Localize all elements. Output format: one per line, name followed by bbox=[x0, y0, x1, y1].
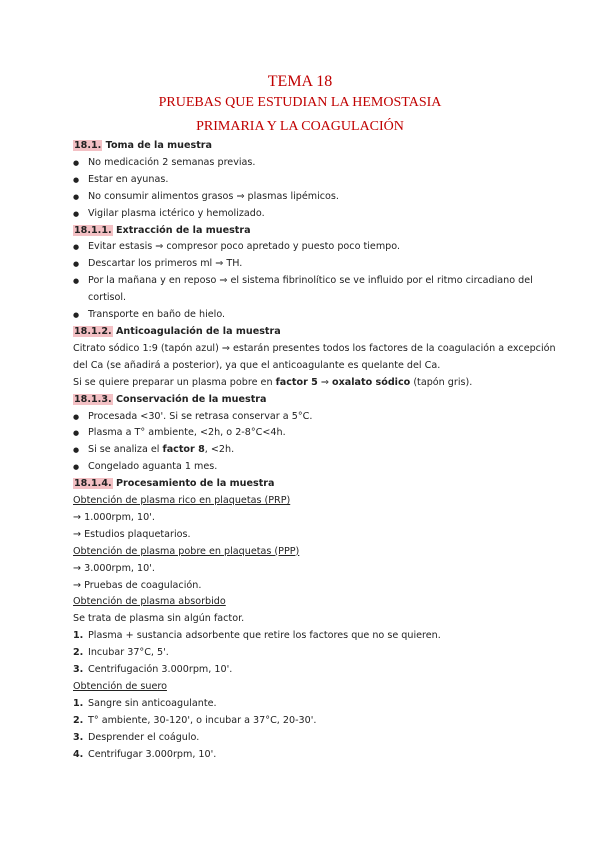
section-title: Procesamiento de la muestra bbox=[115, 478, 275, 490]
item-number: 3. bbox=[73, 731, 84, 743]
numbered-item bbox=[73, 628, 533, 645]
text-span: ⇒ bbox=[317, 376, 332, 388]
paragraph-line: del Ca (se añadirá a posterior), ya que el anticoagulante es quelante del Ca. bbox=[73, 359, 441, 371]
item-number: 2. bbox=[73, 714, 84, 726]
list-item: ● Congelado aguanta 1 mes. bbox=[73, 459, 533, 476]
subsection-title: Obtención de plasma pobre en plaquetas (PPP) bbox=[73, 545, 300, 557]
item-text: Incubar 37°C, 5'. bbox=[88, 647, 169, 659]
section-number: 18.1.1. bbox=[74, 224, 112, 236]
numbered-item bbox=[73, 747, 533, 764]
item-number: 1. bbox=[73, 630, 84, 642]
item-number: 2. bbox=[73, 647, 84, 659]
numbered-item bbox=[73, 730, 533, 747]
bold-text: factor 8 bbox=[162, 444, 205, 456]
item-text: Sangre sin anticoagulante. bbox=[88, 697, 217, 709]
list-item: ● Vigilar plasma ictérico y hemolizado. bbox=[73, 206, 533, 223]
section-number: 18.1.3. bbox=[74, 393, 112, 405]
page-title-line1: PRUEBAS QUE ESTUDIAN LA HEMOSTASIA bbox=[158, 95, 442, 110]
list-item: ● No medicación 2 semanas previas. bbox=[73, 155, 533, 172]
text-span: (tapón gris). bbox=[410, 376, 473, 388]
item-number: 1. bbox=[73, 697, 84, 709]
bold-text: factor 5 bbox=[275, 376, 318, 388]
subsection-title: Obtención de suero bbox=[73, 681, 167, 692]
list-item bbox=[73, 442, 533, 459]
section-title: Extracción de la muestra bbox=[115, 224, 251, 236]
section-heading bbox=[73, 392, 533, 409]
item-text: Centrifugar 3.000rpm, 10'. bbox=[88, 748, 217, 760]
subsection-title: Obtención de plasma rico en plaquetas (PRP) bbox=[73, 495, 291, 507]
bold-text: oxalato sódico bbox=[331, 376, 411, 388]
item-number: 4. bbox=[73, 748, 84, 760]
arrow-item: → Estudios plaquetarios. bbox=[73, 528, 191, 540]
numbered-item bbox=[73, 662, 533, 679]
list-item: ● Por la mañana y en reposo ⇒ el sistema fibrinolítico se ve influido por el ritmo circadiano del bbox=[73, 273, 533, 290]
list-item: ● Plasma a T° ambiente, <2h, o 2-8°C<4h. bbox=[73, 425, 533, 442]
item-text: T° ambiente, 30-120', o incubar a 37°C, 20-30'. bbox=[88, 714, 317, 726]
section-heading bbox=[73, 324, 533, 341]
list-item: ● Estar en ayunas. bbox=[73, 172, 533, 189]
paragraph-line bbox=[73, 375, 533, 392]
list-item: ● Procesada <30'. Si se retrasa conservar a 5°C. bbox=[73, 409, 533, 426]
paragraph-line: Citrato sódico 1:9 (tapón azul) ⇒ estarán presentes todos los factores de la coagulación a excepción bbox=[73, 342, 556, 354]
subsection-title: Obtención de plasma absorbido bbox=[73, 596, 226, 608]
section-number: 18.1. bbox=[74, 140, 102, 151]
list-item: ● Transporte en baño de hielo. bbox=[73, 307, 533, 324]
arrow-item: → Pruebas de coagulación. bbox=[73, 579, 202, 591]
numbered-item bbox=[73, 713, 533, 730]
list-item: ● Descartar los primeros ml ⇒ TH. bbox=[73, 256, 533, 273]
section-title: Conservación de la muestra bbox=[115, 393, 267, 405]
section-number: 18.1.4. bbox=[74, 478, 112, 490]
item-text: Desprender el coágulo. bbox=[88, 731, 200, 743]
section-title: Toma de la muestra bbox=[105, 140, 212, 151]
text-span: Si se analiza el bbox=[88, 444, 163, 456]
item-text: Centrifugación 3.000rpm, 10'. bbox=[88, 664, 233, 676]
list-item: ● Evitar estasis ⇒ compresor poco apretado y puesto poco tiempo. bbox=[73, 239, 533, 256]
item-text: Plasma + sustancia adsorbente que retire los factores que no se quieren. bbox=[88, 630, 441, 642]
numbered-item bbox=[73, 645, 533, 662]
section-heading bbox=[73, 223, 533, 240]
section-heading bbox=[73, 476, 533, 493]
item-number: 3. bbox=[73, 664, 84, 676]
text-span: , <2h. bbox=[204, 444, 235, 456]
list-item: ● No consumir alimentos grasos ⇒ plasmas lipémicos. bbox=[73, 189, 533, 206]
section-title: Anticoagulación de la muestra bbox=[115, 325, 281, 337]
section-heading bbox=[73, 138, 533, 155]
arrow-item: → 1.000rpm, 10'. bbox=[73, 511, 155, 523]
document-body bbox=[73, 138, 556, 764]
text-span: Si se quiere preparar un plasma pobre en bbox=[73, 376, 276, 388]
list-item-continuation: cortisol. bbox=[88, 292, 127, 304]
tema-heading: TEMA 18 bbox=[267, 73, 333, 90]
numbered-item bbox=[73, 696, 533, 713]
section-number: 18.1.2. bbox=[74, 325, 112, 337]
paragraph-line: Se trata de plasma sin algún factor. bbox=[73, 613, 245, 625]
arrow-item: → 3.000rpm, 10'. bbox=[73, 562, 155, 574]
page-title-line2: PRIMARIA Y LA COAGULACIÓN bbox=[196, 119, 404, 134]
